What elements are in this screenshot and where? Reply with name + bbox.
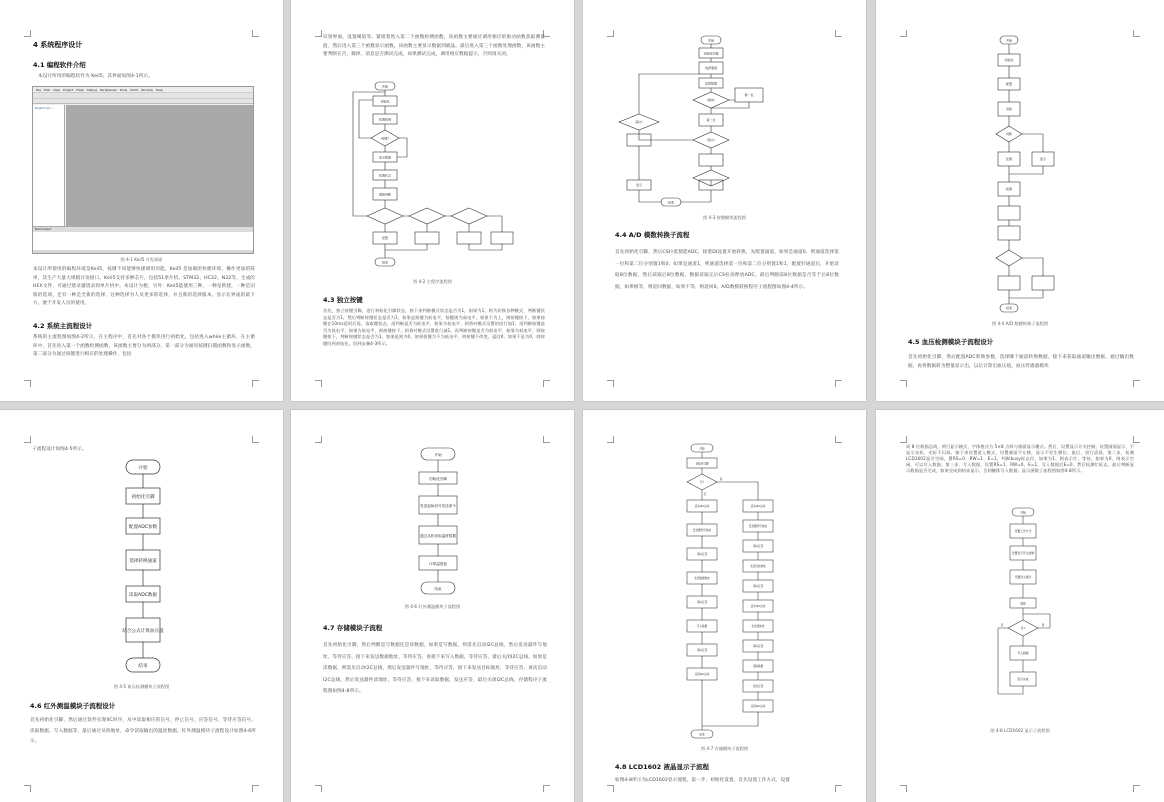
figure-caption: 图 4-6 红外测温模块子流程图 bbox=[404, 604, 461, 609]
page-corner-mark bbox=[607, 436, 614, 443]
section-heading: 4.1 编程软件介绍 bbox=[33, 61, 86, 69]
flowchart-label: 启动I2C总线 bbox=[750, 605, 766, 608]
svg-text:显示: 显示 bbox=[635, 183, 643, 187]
paragraph: 成 8 位数据总线，两行显示模式，字体格式为 5×8 点阵与画面显示模式。然后，设置显示开关控制，设置画面显示、不显示光标、光标不闪烁。接下来设置进入模式，设置画面不左移，显示不发生移位。最后，进行清屏，第二步，检测LCD1602是否空闲，置RS=0、RW=1、E=1，判断busy标志位，如果为1，则表示忙，等待，如果为0，则表示空闲，可以写入数据。第三步，写入数据，设置RS=1、RW=0、E=1，写入数据后E=0，然后检测忙标志，最后判断显示数据是否完成，如果完成则结束显示，否则继续写入数据。显示函数子流程图如图4-8所示。 bbox=[906, 444, 1134, 473]
page-corner-mark bbox=[835, 436, 842, 443]
page-corner-mark bbox=[607, 380, 614, 387]
section-heading: 4.7 存储模块子流程 bbox=[323, 624, 383, 632]
svg-text:显示: 显示 bbox=[1039, 157, 1047, 161]
svg-text:读取数据: 读取数据 bbox=[704, 81, 718, 86]
svg-text:读取ADC数据: 读取ADC数据 bbox=[128, 593, 158, 598]
paragraph: 如图4-8所示为LCD1602显示流程，第一步，初始化设置，首先设置工作方式，设置 bbox=[615, 778, 791, 783]
flowchart-label: 读取数据 bbox=[752, 665, 764, 668]
flowchart-label: 启动I2C总线 bbox=[750, 505, 766, 508]
section-heading: 4.2 系统主流程设计 bbox=[33, 322, 93, 330]
page-corner-mark bbox=[252, 30, 259, 37]
svg-text:初始化引脚: 初始化引脚 bbox=[131, 495, 155, 500]
svg-text:阈值判断: 阈值判断 bbox=[378, 192, 392, 197]
page-corner-mark bbox=[1133, 380, 1140, 387]
svg-text:是: 是 bbox=[719, 478, 723, 481]
page-corner-mark bbox=[315, 30, 322, 37]
svg-text:选择转换通道: 选择转换通道 bbox=[129, 559, 157, 564]
document-page-1 bbox=[0, 0, 283, 401]
figure-caption: 图 4-4 A/D 数模转换子流程图 bbox=[991, 321, 1049, 326]
ad-flowchart bbox=[617, 34, 777, 210]
svg-text:结束: 结束 bbox=[1005, 306, 1013, 310]
page-corner-mark bbox=[1133, 30, 1140, 37]
svg-text:开始: 开始 bbox=[434, 453, 442, 457]
paragraph: 本设计所用的编程软件为 Keil5，其界面如图4-1所示。 bbox=[38, 74, 153, 79]
flowchart-label: 关闭I2C总线 bbox=[750, 705, 766, 708]
keil-project-pane: Project: Lcd ... bbox=[33, 105, 65, 227]
keil-output-pane: Build Output bbox=[33, 226, 253, 253]
svg-text:报警: 报警 bbox=[381, 236, 389, 240]
svg-text:忙?: 忙? bbox=[1020, 626, 1026, 630]
svg-text:通过从机读取温度数据: 通过从机读取温度数据 bbox=[420, 534, 456, 538]
right-flowchart bbox=[976, 34, 1066, 324]
document-page-2 bbox=[291, 0, 574, 401]
page-corner-mark bbox=[24, 785, 31, 792]
svg-text:开始: 开始 bbox=[707, 38, 715, 43]
flowchart-label: 等待应答 bbox=[696, 553, 708, 556]
page-corner-mark bbox=[315, 380, 322, 387]
paragraph: 首先初始化引脚，然后CS拉低使能ADC，接着DI设置开始转换，先配置通道，如果是通道0，则通道选择第一位和第二位分别置1和0；如果是通道1，则通道选择第一位和第二位分别置1和1，配置好通道后，开始读取8位数据，然后读取后8位数据，数据读取完后CS拉高释放ADC，最后判断前8位数据是否等于后8位数据，如果相等，则返回数据，如果不等，则返回0。A/D数模转换程序子流程图如图4-4所示。 bbox=[615, 250, 839, 290]
svg-text:检测: 检测 bbox=[1005, 187, 1013, 191]
flowchart-label: 关闭I2C总线 bbox=[694, 673, 710, 676]
svg-text:写?: 写? bbox=[700, 481, 704, 484]
svg-text:计算温度值: 计算温度值 bbox=[429, 562, 447, 566]
keil-menubar: File Edit View Project Flash Debug Peripherals Tools SVCS Window Help bbox=[33, 87, 253, 93]
flowchart-label: 等待应答 bbox=[696, 601, 708, 604]
ir-flowchart bbox=[409, 446, 469, 598]
document-page-5 bbox=[0, 410, 283, 802]
svg-text:转换?: 转换? bbox=[707, 98, 715, 102]
svg-text:初始化: 初始化 bbox=[1004, 58, 1014, 62]
paragraph: 首先，独立按键引脚，进行初始化引脚状态，接下来判断模式状态是否为1，如果为1，则为切换各种模式，判断键状态是否为1，然后判断按键状态是否为1，如果是按键为低电平，按键则为高电平，如果不为上，则按键按下，如果按键在10ms延时后再，读取键状态，再判断是否为低电平，如果为低电平，则将对模式设置的进行加1，再判断按键是否为低电平，如果为低电平，则按键按下，则将对模式设置进行减1，再判断按键是否为低电平，如果为低电平，则按键按下，判断按键状态是否为1，如果是则为0，如果按键为不为低电平，则按键不改变，返回0，如果不是为0，则按键回到初始化，回到步骤4-3所示。 bbox=[323, 308, 545, 346]
flowchart-label: 等待应答 bbox=[696, 649, 708, 652]
keil-screenshot bbox=[32, 86, 254, 254]
svg-text:结束: 结束 bbox=[381, 260, 389, 265]
figure-caption: 图 4-7 存储模块子流程图 bbox=[700, 746, 749, 751]
page-corner-mark bbox=[315, 436, 322, 443]
flowchart-label: 等待应答 bbox=[752, 585, 764, 588]
svg-text:高位?: 高位? bbox=[635, 120, 643, 124]
figure-caption: 图 4-1 Keil5 开发界面 bbox=[120, 257, 163, 262]
svg-text:否: 否 bbox=[703, 493, 707, 496]
svg-text:清屏: 清屏 bbox=[1020, 601, 1026, 606]
chapter-heading: 4 系统程序设计 bbox=[33, 41, 83, 49]
svg-text:结合公式计算血压值: 结合公式计算血压值 bbox=[122, 629, 164, 634]
paragraph: 系统的主流程图如图4-2所示，在主程序中，首先对各个模块进行初始化，包括进入while主循环，在主循环中，首先进入第一个函数检测函数，该函数主要分为两部分，第一部分为通用按键扫描函数和显示函数，第二部分为通过按键进行相应的处理操作，包括 bbox=[33, 335, 255, 357]
svg-text:选择通道: 选择通道 bbox=[704, 66, 718, 70]
svg-text:开始: 开始 bbox=[381, 84, 389, 89]
page-corner-mark bbox=[1133, 785, 1140, 792]
flowchart-label: 等待应答 bbox=[752, 545, 764, 548]
svg-text:初始化引脚: 初始化引脚 bbox=[703, 51, 719, 56]
page-corner-mark bbox=[24, 380, 31, 387]
page-corner-mark bbox=[835, 380, 842, 387]
page-corner-mark bbox=[543, 380, 550, 387]
flowchart-label: 启动I2C总线 bbox=[694, 505, 710, 508]
page-corner-mark bbox=[543, 785, 550, 792]
main-flowchart bbox=[351, 78, 521, 270]
page-corner-mark bbox=[543, 436, 550, 443]
svg-text:开始: 开始 bbox=[1005, 38, 1013, 43]
figure-caption: 图 4-2 主程序流程图 bbox=[413, 279, 452, 284]
svg-text:开始: 开始 bbox=[699, 447, 705, 451]
svg-text:写入数据: 写入数据 bbox=[1017, 651, 1029, 655]
paragraph: 首先初始化引脚，然后判断是写数据还是读数据，如果是写数据，则需先启动I2C总线，然后发送器件写地址，等待应答，接下来发送数据地址，等待应答，再接下来写入数据，等待应答，最后关闭I2C总线。如果是读数据，则需先启动I2C总线，然后发送器件写地址，等待应答，接下来发送目标地址，等待应答，再次启动I2C总线，然后发送器件读地址，等待应答，接下来读取数据，发送应答，最后关闭I2C总线，存储程序子流程图如图4-8所示。 bbox=[323, 643, 547, 694]
section-heading: 4.4 A/D 模数转换子流程 bbox=[615, 231, 690, 239]
svg-text:发送起始信号发送命令: 发送起始信号发送命令 bbox=[420, 504, 456, 508]
flowchart-label: 发送器件写地址 bbox=[748, 525, 768, 528]
page-corner-mark bbox=[252, 380, 259, 387]
page-corner-mark bbox=[24, 436, 31, 443]
svg-text:设置显示开关控制: 设置显示开关控制 bbox=[1011, 551, 1035, 555]
svg-text:检测按键: 检测按键 bbox=[378, 117, 392, 122]
page-corner-mark bbox=[607, 30, 614, 37]
page-corner-mark bbox=[900, 785, 907, 792]
flowchart-label: 发送数据地址 bbox=[694, 577, 710, 580]
svg-text:结束: 结束 bbox=[138, 664, 148, 669]
bp-flowchart bbox=[100, 458, 190, 680]
figure-caption: 图 4-5 血压检测模块子流程图 bbox=[113, 684, 170, 689]
page-corner-mark bbox=[252, 785, 259, 792]
page-corner-mark bbox=[835, 785, 842, 792]
keil-editor-area bbox=[66, 105, 253, 227]
section-heading: 4.5 血压检测模块子流程设计 bbox=[908, 338, 994, 346]
paragraph: 首先初始化引脚，然后配置ADC转换参数，选择哪个通道转换数据，接下来获取通道输出数据，通过输出数据，再将数据转为整值显示出，以后计算出血压值，血压传感器模块 bbox=[908, 355, 1134, 369]
section-heading: 4.6 红外测温模块子流程设计 bbox=[30, 702, 116, 710]
flowchart-label: 发送应答 bbox=[752, 685, 764, 688]
document-page-3 bbox=[583, 0, 866, 401]
svg-text:显示完成: 显示完成 bbox=[1017, 677, 1029, 681]
svg-text:结束: 结束 bbox=[434, 587, 442, 591]
lcd-flowchart bbox=[994, 506, 1064, 726]
paragraph: 子流程设计如图4-5所示。 bbox=[32, 447, 87, 452]
section-heading: 4.8 LCD1602 液晶显示子流程 bbox=[615, 763, 709, 771]
paragraph: 本设计所使用的编程环境是Keil5，按键不同能够快捷调用功能。Keil5 是加载的快捷环境，操作更加的简单，其生产大量大规模开发接口。Keil5支持多种芯片，包括51单片机、STM32、HC32、N32等，生成的HEX文件，可通过烧录器烧录到单片机中。本设计为便，另外：Keil5能使用三种，一种是新建，一种是旧版的选项，还有一种是全新的选择，这种选择为人员更多的选择，并且新的选择版本，显示在界面的最下方，便于开发人员的使用。 bbox=[33, 267, 255, 306]
flowchart-label: 发送目标地址 bbox=[750, 565, 766, 568]
page-corner-mark bbox=[835, 30, 842, 37]
svg-text:设置工作方式: 设置工作方式 bbox=[1014, 529, 1032, 533]
flowchart-label: 等待应答 bbox=[752, 645, 764, 648]
paragraph: 首先初始化引脚，然后通过软件实现IIC时序，从中读取相应的信号，停止信号、应答信号、等待应答信号、读取数据、写入数据等，最后通过从机地址，命令读取输出的温度数据。红外测温模块子流程设计如图4-6所示。 bbox=[30, 718, 256, 744]
svg-text:检测状态: 检测状态 bbox=[378, 173, 392, 178]
svg-text:读取: 读取 bbox=[1005, 107, 1013, 111]
svg-text:第一位: 第一位 bbox=[744, 93, 754, 97]
svg-text:否: 否 bbox=[1000, 623, 1004, 627]
svg-text:初始化: 初始化 bbox=[380, 99, 390, 104]
page-corner-mark bbox=[24, 30, 31, 37]
svg-text:结束: 结束 bbox=[699, 733, 705, 737]
document-page-4 bbox=[876, 0, 1164, 401]
svg-text:开始: 开始 bbox=[1020, 510, 1026, 515]
page-corner-mark bbox=[315, 785, 322, 792]
svg-text:配置: 配置 bbox=[1005, 82, 1013, 86]
svg-text:初始化引脚: 初始化引脚 bbox=[695, 462, 709, 466]
page-corner-mark bbox=[252, 436, 259, 443]
page-corner-mark bbox=[1133, 436, 1140, 443]
document-page-7 bbox=[583, 410, 866, 802]
svg-text:低位?: 低位? bbox=[707, 138, 715, 142]
figure-caption: 图 4-8 LCD1602 显示子流程图 bbox=[990, 728, 1050, 733]
svg-text:第二位: 第二位 bbox=[706, 118, 716, 122]
flowchart-label: 发送读地址 bbox=[751, 625, 765, 628]
document-page-8 bbox=[876, 410, 1164, 802]
svg-text:结束: 结束 bbox=[667, 200, 675, 205]
flowchart-label: 写入数据 bbox=[696, 625, 708, 628]
svg-text:设置进入模式: 设置进入模式 bbox=[1014, 575, 1032, 579]
page-corner-mark bbox=[900, 380, 907, 387]
svg-text:初始化引脚: 初始化引脚 bbox=[429, 477, 447, 481]
paragraph: 识别界面，设置阈值等。紧接着进入第二个函数检测函数，该函数主要通过调用相应的驱动函数获取测量值，然后进入第三个函数显示函数，该函数主要显示数据到液晶。最后进入第三个函数处理函数，该函数主要判断在否，微掉、消息是否测试完成，如果测试完成，调用相应数据提示，否则再关闭。 bbox=[323, 35, 545, 57]
svg-text:判断: 判断 bbox=[1005, 132, 1013, 136]
svg-text:按键?: 按键? bbox=[381, 136, 389, 141]
svg-text:是: 是 bbox=[1041, 623, 1045, 627]
figure-caption: 图 4-3 按键模块流程图 bbox=[702, 215, 746, 220]
document-page-6 bbox=[291, 410, 574, 802]
store-flowchart bbox=[679, 442, 789, 742]
svg-text:处理: 处理 bbox=[1005, 157, 1013, 161]
svg-text:配置ADC参数: 配置ADC参数 bbox=[128, 525, 158, 530]
section-heading: 4.3 独立按键 bbox=[323, 296, 363, 304]
svg-text:显示数据: 显示数据 bbox=[378, 155, 392, 160]
keil-toolbar bbox=[33, 99, 253, 104]
page-corner-mark bbox=[900, 30, 907, 37]
page-corner-mark bbox=[607, 785, 614, 792]
page-corner-mark bbox=[900, 436, 907, 443]
flowchart-label: 发送器件写地址 bbox=[692, 529, 712, 532]
svg-text:开始: 开始 bbox=[138, 466, 148, 471]
